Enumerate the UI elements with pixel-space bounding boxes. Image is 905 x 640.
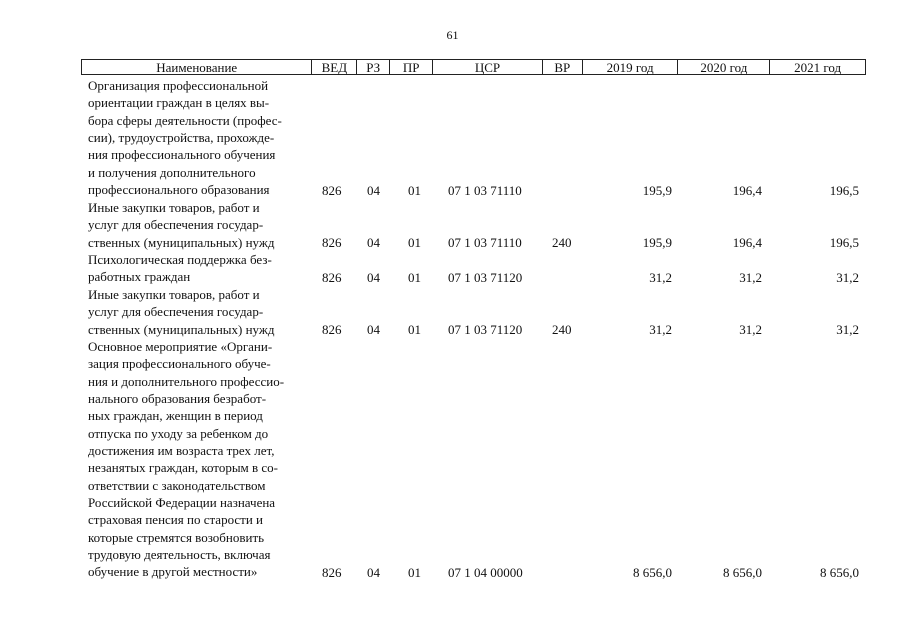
row-pr: 01: [408, 564, 421, 580]
row-ved: 826: [322, 564, 342, 580]
column-header-2020: 2020 год: [678, 60, 770, 74]
column-header-csr: ЦСР: [433, 60, 543, 74]
row-ved: 826: [322, 182, 342, 198]
row-rz: 04: [367, 234, 380, 250]
column-header-pr: ПР: [390, 60, 433, 74]
row-pr: 01: [408, 234, 421, 250]
row-name: Иные закупки товаров, работ и услуг для обеспечения государ- ственных (муниципальных) нужд: [88, 287, 275, 337]
row-2020: 31,2: [739, 321, 762, 337]
row-2019: 195,9: [642, 182, 672, 198]
row-name: Иные закупки товаров, работ и услуг для обеспечения государ- ственных (муниципальных) нужд: [88, 200, 275, 250]
column-header-name: Наименование: [82, 60, 312, 74]
row-name: Организация профессиональной ориентации граждан в целях вы- бора сферы деятельности (профес- сии), трудоустройства, прохожде- ния профессионального обучения и получения дополнительного профессионального образования: [88, 78, 282, 198]
row-2020: 8 656,0: [723, 564, 762, 580]
column-header-rz: РЗ: [357, 60, 390, 74]
row-2020: 196,4: [732, 182, 762, 198]
row-csr: 07 1 03 71120: [448, 321, 523, 337]
row-ved: 826: [322, 234, 342, 250]
row-pr: 01: [408, 321, 421, 337]
row-2021: 196,5: [829, 234, 859, 250]
row-vr: 240: [552, 234, 572, 250]
row-2020: 196,4: [732, 234, 762, 250]
row-2019: 31,2: [649, 269, 672, 285]
row-csr: 07 1 03 71110: [448, 234, 522, 250]
table-row: [0, 199, 905, 251]
row-csr: 07 1 03 71120: [448, 269, 523, 285]
table-row: [0, 286, 905, 338]
row-2021: 31,2: [836, 269, 859, 285]
row-ved: 826: [322, 321, 342, 337]
row-2020: 31,2: [739, 269, 762, 285]
row-rz: 04: [367, 564, 380, 580]
row-csr: 07 1 04 00000: [448, 564, 523, 580]
row-rz: 04: [367, 321, 380, 337]
table-row: [0, 77, 905, 199]
row-name: Психологическая поддержка без- работных граждан: [88, 252, 272, 285]
table-row: [0, 251, 905, 286]
row-2019: 8 656,0: [633, 564, 672, 580]
column-header-vr: ВР: [543, 60, 583, 74]
row-csr: 07 1 03 71110: [448, 182, 522, 198]
row-name: Основное мероприятие «Органи- зация профессионального обуче- ния и дополнительного профессио- нального образования безработ- ных граждан, женщин в период отпуска по уходу за ребенком до достижения им возраста трех лет, незанятых граждан, которым в со- ответствии с законодательством Российской Федерации назначена страховая пенсия по старости и которые стремятся возобновить трудовую деятельность, включая обучение в другой местности»: [88, 339, 285, 580]
column-header-2019: 2019 год: [583, 60, 679, 74]
row-pr: 01: [408, 269, 421, 285]
row-2021: 31,2: [836, 321, 859, 337]
row-ved: 826: [322, 269, 342, 285]
table-header: [81, 59, 866, 75]
row-vr: 240: [552, 321, 572, 337]
column-header-2021: 2021 год: [794, 60, 842, 75]
column-header-ved: ВЕД: [312, 60, 357, 74]
row-2021: 196,5: [829, 182, 859, 198]
row-2019: 31,2: [649, 321, 672, 337]
row-rz: 04: [367, 182, 380, 198]
row-rz: 04: [367, 269, 380, 285]
row-2021: 8 656,0: [820, 564, 859, 580]
table-row: [0, 338, 905, 581]
page-number: 61: [446, 28, 459, 42]
row-2019: 195,9: [642, 234, 672, 250]
row-pr: 01: [408, 182, 421, 198]
